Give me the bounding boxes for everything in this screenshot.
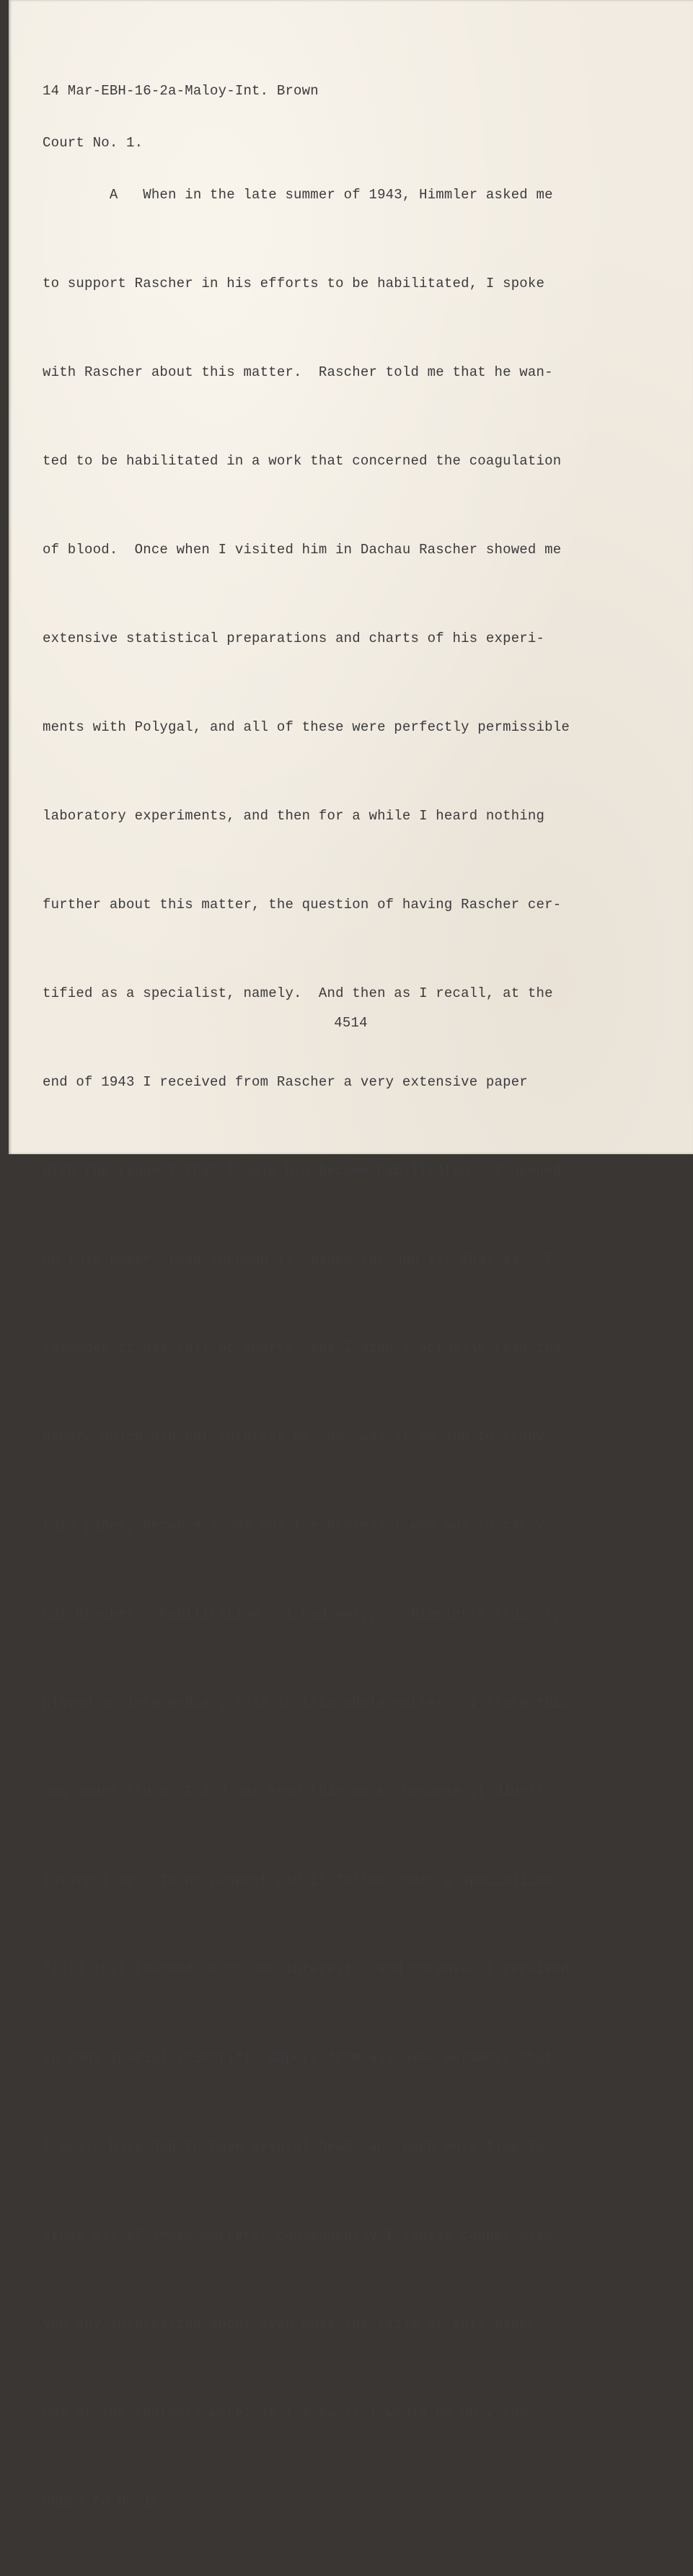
text-line: to support Rascher in his efforts to be habilitated, I spoke bbox=[43, 276, 545, 291]
text-line: paper, which did not interest me, nor was it my job to study bbox=[43, 1429, 545, 1445]
text-line: now under truth, I did not read this work, because it didn't bbox=[43, 1784, 545, 1800]
text-line: with the request that I help him become habilitated. I opened bbox=[43, 1163, 562, 1179]
text-line: played an intermediary role in this whole matter. I state this bbox=[43, 1695, 570, 1711]
text-line: with Rascher about this matter. Rascher told me that he wan- bbox=[43, 364, 553, 380]
text-line: you any information about even what the title of this paper bbox=[43, 2316, 537, 2332]
text-line: this paper, because I was not the Professor who was to carry bbox=[43, 1518, 545, 1534]
text-line: of blood. Once when I visited him in Dachau Rascher showed me bbox=[43, 542, 562, 558]
text-line: ted to be habilitated in a work that concerned the coagulation bbox=[43, 453, 562, 469]
text-line: I would have had to have several heads and much more time to bbox=[43, 2139, 545, 2155]
text-line: up this paper, read through it, paged through it, that is. I bbox=[43, 1252, 553, 1267]
text-line: laboratory experiments, and then for a while I heard nothing bbox=[43, 808, 545, 824]
text-line: happy to do it. bbox=[43, 2494, 169, 2510]
header-line-2: Court No. 1. bbox=[43, 135, 144, 151]
text-line: interest me. In no respect did it follow under a specialized bbox=[43, 1873, 553, 1889]
document-page bbox=[9, 0, 693, 2510]
text-line: A When in the late summer of 1943, Himmler asked me bbox=[43, 187, 553, 203]
text-line: tified as a specialist, namely. And then as I recall, at the bbox=[43, 985, 553, 1001]
testimony-text bbox=[43, 121, 570, 2576]
text-line: further about this matter, the question of having Rascher cer- bbox=[43, 897, 562, 913]
header-line-1: 14 Mar-EBH-16-2a-Maloy-Int. Brown bbox=[43, 83, 319, 99]
text-line: remember it was full of charts, but I didn't actually read the bbox=[43, 1340, 562, 1356]
text-line: study all of these matters; consequently I really cannot give bbox=[43, 2228, 553, 2243]
text-line: was or the contents were; if I knew it I would be only too bbox=[43, 2405, 528, 2421]
text-line: field that touched on my own interests, and moreover I received bbox=[43, 1961, 570, 1977]
text-line: out Rascher's habilitation. I had only, on Himmler's request, bbox=[43, 1606, 562, 1622]
text-line: ments with Polygal, and all of these were perfectly permissible bbox=[43, 719, 570, 735]
text-line: so many special scientific papers from all over Germany, that bbox=[43, 2050, 553, 2066]
page-number: 4514 bbox=[334, 1015, 368, 1031]
text-line: end of 1943 I received from Rascher a very extensive paper bbox=[43, 1074, 528, 1090]
text-line: extensive statistical preparations and charts of his experi- bbox=[43, 630, 545, 646]
